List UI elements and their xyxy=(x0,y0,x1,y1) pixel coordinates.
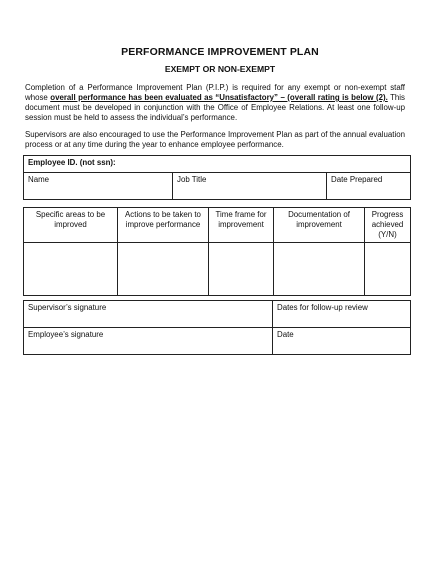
employee-signature-field[interactable]: Employee’s signature xyxy=(24,328,273,355)
improvement-plan-table xyxy=(23,207,411,296)
supervisor-paragraph: Supervisors are also encouraged to use the Performance Improvement Plan as part of the annual evaluation process or at any time during the year to enhance employee performance. xyxy=(25,130,405,149)
intro-text-emphasis: overall performance has been evaluated as “Unsatisfactory” – (overall rating is below (2). xyxy=(50,93,388,102)
intro-text-part2: This document must be developed in conjunction with the Office of Employee Relations. At least one follow-up session must be held to assess the individual’s performance. xyxy=(25,93,405,122)
date-prepared-field[interactable]: Date Prepared xyxy=(327,173,411,200)
column-header-documentation: Documentation of improvement xyxy=(274,208,365,243)
date-field[interactable]: Date xyxy=(273,328,411,355)
intro-text-part1: Completion of a Performance Improvement Plan (P.I.P.) is required for any exempt or non-exempt staff whose xyxy=(25,83,405,102)
signature-table xyxy=(23,300,411,355)
intro-paragraph xyxy=(25,83,405,123)
employee-info-table xyxy=(23,155,411,200)
cell-actions[interactable] xyxy=(118,243,209,296)
job-title-field[interactable]: Job Title xyxy=(173,173,327,200)
column-header-areas: Specific areas to be improved xyxy=(24,208,118,243)
cell-documentation[interactable] xyxy=(274,243,365,296)
document-title: PERFORMANCE IMPROVEMENT PLAN xyxy=(121,46,319,58)
supervisor-signature-field[interactable]: Supervisor’s signature xyxy=(24,301,273,328)
column-header-progress: Progress achieved (Y/N) xyxy=(365,208,411,243)
name-field[interactable]: Name xyxy=(24,173,173,200)
employee-id-field[interactable]: Employee ID. (not ssn): xyxy=(24,156,411,173)
document-subtitle: EXEMPT OR NON-EXEMPT xyxy=(164,64,276,74)
cell-time-frame[interactable] xyxy=(209,243,274,296)
followup-dates-field[interactable]: Dates for follow-up review xyxy=(273,301,411,328)
column-header-actions: Actions to be taken to improve performance xyxy=(118,208,209,243)
cell-areas[interactable] xyxy=(24,243,118,296)
column-header-time-frame: Time frame for improvement xyxy=(209,208,274,243)
cell-progress[interactable] xyxy=(365,243,411,296)
